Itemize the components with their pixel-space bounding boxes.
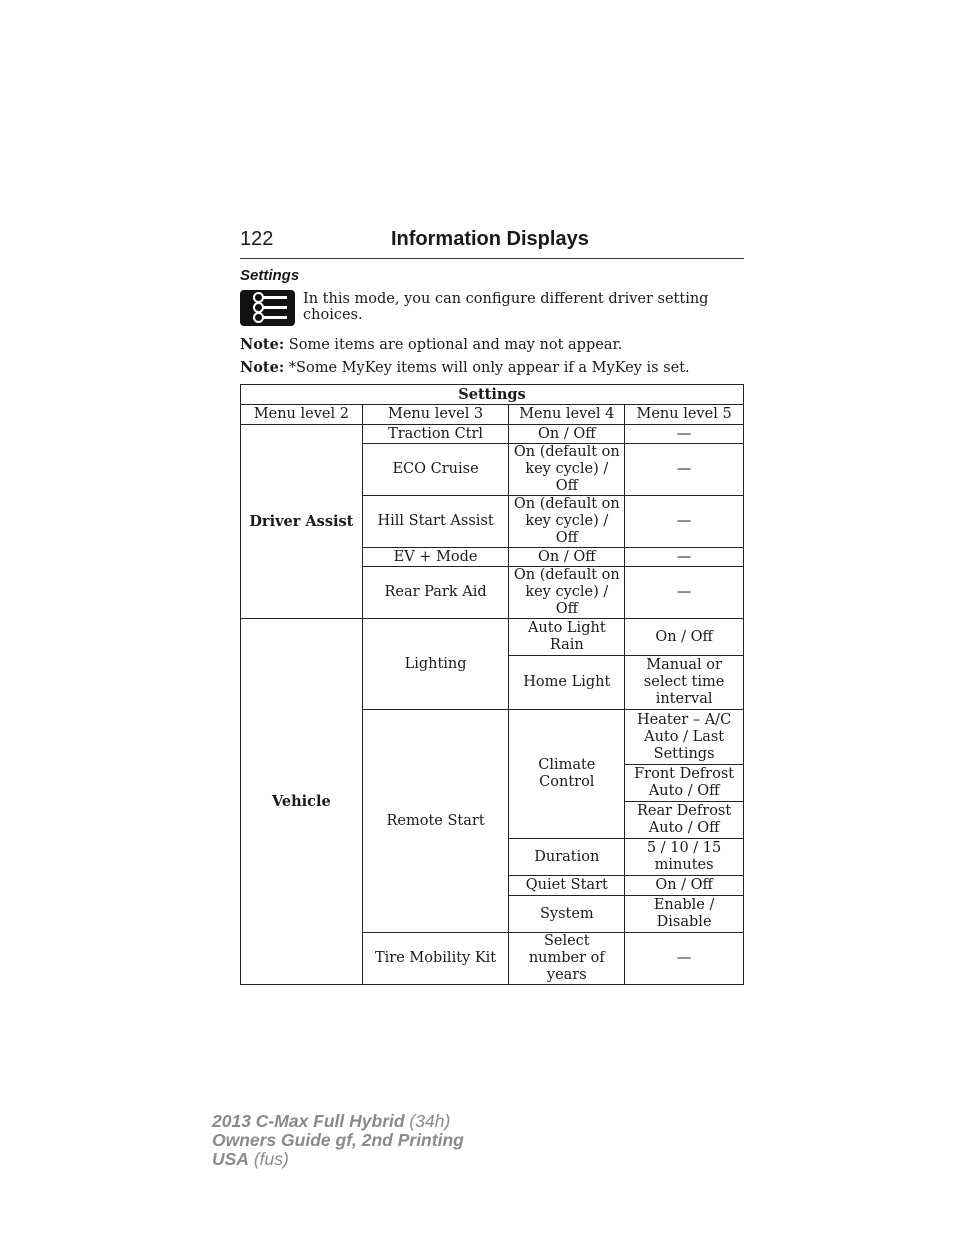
table-cell: Duration (509, 839, 625, 876)
table-cell: Tire Mobility Kit (362, 933, 509, 985)
table-cell: ECO Cruise (362, 444, 509, 496)
table-cell: Hill Start Assist (362, 496, 509, 548)
table-cell: System (509, 896, 625, 933)
table-row (241, 619, 744, 656)
table-cell: — (625, 933, 744, 985)
table-cell: Heater – A/C Auto / Last Settings (625, 710, 744, 765)
page-header (240, 228, 744, 259)
table-title: Settings (241, 385, 744, 405)
table-cell: 5 / 10 / 15 minutes (625, 839, 744, 876)
table-cell: Enable / Disable (625, 896, 744, 933)
column-header: Menu level 5 (625, 405, 744, 425)
table-cell: On / Off (509, 425, 625, 444)
table-header-row (241, 405, 744, 425)
table-cell: Auto Light Rain (509, 619, 625, 656)
table-cell: Climate Control (509, 710, 625, 839)
column-header: Menu level 3 (362, 405, 509, 425)
table-cell: On (default on key cycle) / Off (509, 567, 625, 619)
table-cell: Front Defrost Auto / Off (625, 765, 744, 802)
table-cell: — (625, 496, 744, 548)
note-mykey: Note: *Some MyKey items will only appear if a MyKey is set. (240, 359, 690, 376)
table-cell: Quiet Start (509, 876, 625, 896)
page-footer: 2013 C-Max Full Hybrid (34h) Owners Guide gf, 2nd Printing USA (fus) (212, 1111, 464, 1169)
table-cell: On / Off (625, 876, 744, 896)
table-cell: Manual or select time interval (625, 656, 744, 710)
table-cell: On (default on key cycle) / Off (509, 496, 625, 548)
table-cell: — (625, 425, 744, 444)
manual-page (240, 228, 744, 985)
table-row (241, 425, 744, 444)
settings-list-icon (240, 290, 295, 326)
intro-text: In this mode, you can configure different driver setting choices. (303, 291, 709, 323)
table-cell: Remote Start (362, 710, 509, 933)
table-cell: On / Off (509, 548, 625, 567)
section-title: Settings (240, 267, 300, 284)
driver-assist-label: Driver Assist (241, 425, 363, 619)
table-cell: Rear Park Aid (362, 567, 509, 619)
chapter-title: Information Displays (391, 228, 589, 250)
table-cell: Select number of years (509, 933, 625, 985)
table-cell: — (625, 567, 744, 619)
table-cell: EV + Mode (362, 548, 509, 567)
page-number: 122 (240, 228, 274, 250)
table-cell: Rear Defrost Auto / Off (625, 802, 744, 839)
note-optional: Note: Some items are optional and may not appear. (240, 336, 623, 353)
table-cell: Traction Ctrl (362, 425, 509, 444)
column-header: Menu level 2 (241, 405, 363, 425)
table-cell: Lighting (362, 619, 509, 710)
table-cell: — (625, 548, 744, 567)
table-cell: — (625, 444, 744, 496)
table-cell: On (default on key cycle) / Off (509, 444, 625, 496)
column-header: Menu level 4 (509, 405, 625, 425)
table-cell: On / Off (625, 619, 744, 656)
intro-block (240, 290, 744, 326)
table-cell: Home Light (509, 656, 625, 710)
vehicle-label: Vehicle (241, 619, 363, 985)
settings-table (240, 384, 744, 985)
